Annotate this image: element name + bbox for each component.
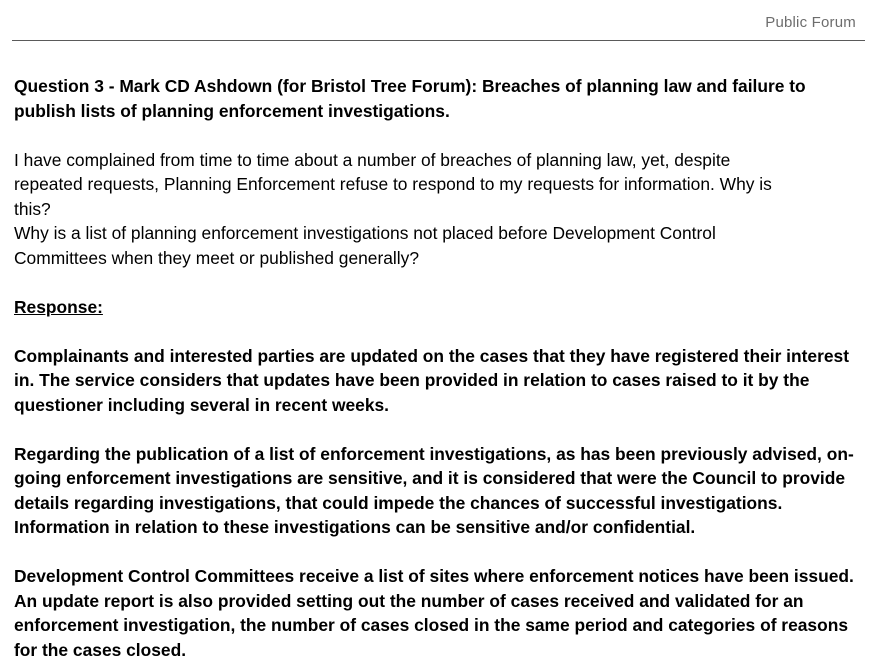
response-line: questioner including several in recent weeks. [14,394,389,415]
page-header-label: Public Forum [765,14,856,31]
response-paragraph-2 [14,442,866,540]
response-paragraph-3 [14,564,866,662]
response-line: enforcement investigation, the number of cases closed in the same period and categories of reasons [14,615,849,635]
header-divider [12,40,865,41]
response-line: going enforcement investigations are sensitive, and it is considered that were the Council to provide [14,468,846,488]
response-line: An update report is also provided setting out the number of cases received and validated for an [14,590,804,611]
response-line: details regarding investigations, that could impede the chances of successful investigations. [14,492,783,513]
question-title-line: publish lists of planning enforcement investigations. [14,100,450,121]
question-title-line: Question 3 - Mark CD Ashdown (for Bristol Tree Forum): Breaches of planning law and failure to [14,76,806,96]
response-line: Regarding the publication of a list of enforcement investigations, as has been previously advised, on- [14,443,854,464]
response-line: Information in relation to these investigations can be sensitive and/or confidential. [14,517,696,537]
question-body-line: Committees when they meet or published generally? [14,247,420,268]
response-line: Complainants and interested parties are updated on the cases that they have registered their interest [14,345,849,366]
response-line: in. The service considers that updates have been provided in relation to cases raised to it by the [14,370,810,390]
question-title [14,74,866,123]
question-body-line: I have complained from time to time about a number of breaches of planning law, yet, despite [14,149,731,170]
response-paragraph-1 [14,344,866,418]
question-body-line: Why is a list of planning enforcement investigations not placed before Development Control [14,223,716,243]
question-body-line: repeated requests, Planning Enforcement refuse to respond to my requests for information. Why is [14,174,772,194]
response-heading: Response: [14,296,103,317]
question-body [14,148,866,271]
question-body-line: this? [14,198,51,219]
response-line: for the cases closed. [14,639,187,660]
document-body [14,74,866,666]
response-line: Development Control Committees receive a list of sites where enforcement notices have been issued. [14,566,854,586]
